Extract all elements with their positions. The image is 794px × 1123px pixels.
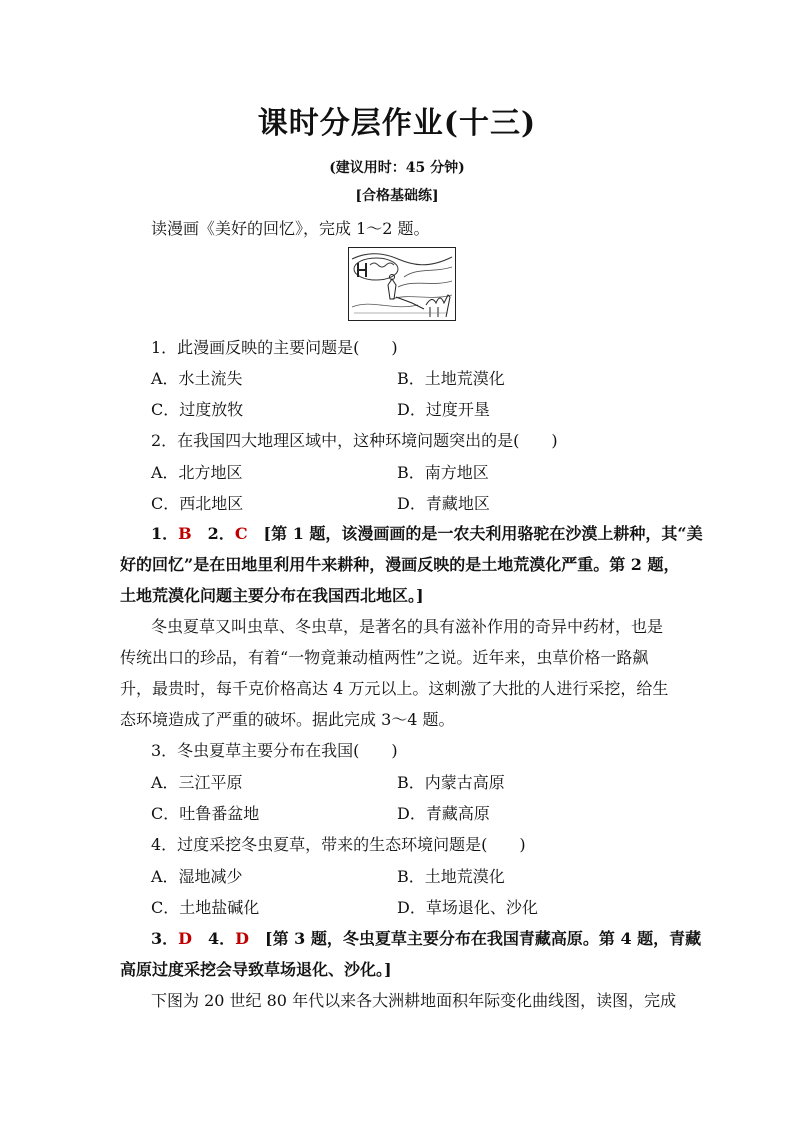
question-3-option-b: B．内蒙古高原: [397, 773, 505, 792]
passage-line: 冬虫夏草又叫虫草、冬虫草，是著名的具有滋补作用的奇异中药材，也是: [151, 617, 664, 636]
explanation-line: 高原过度采挖会导致草场退化、沙化。]: [120, 960, 392, 979]
time-suggestion: (建议用时：45 分钟): [329, 160, 465, 176]
section-heading: [合格基础练]: [355, 188, 439, 204]
explanation-line: 土地荒漠化问题主要分布在我国西北地区。]: [120, 586, 424, 605]
question-4-option-a: A．湿地减少: [151, 867, 243, 886]
question-2-option-b: B．南方地区: [397, 463, 489, 482]
passage-line: 升，最贵时，每千克价格高达 4 万元以上。这刺激了大批的人进行采挖，给生: [120, 679, 669, 698]
passage-line: 传统出口的珍品，有着“一物竟兼动植两性”之说。近年来，虫草价格一路飙: [120, 648, 649, 667]
explanation-text: [第 1 题，该漫画画的是一农夫利用骆驼在沙漠上耕种，其“美: [247, 524, 703, 543]
question-3-option-d: D．青藏高原: [397, 804, 490, 823]
question-4-stem: 4．过度采挖冬虫夏草，带来的生态环境问题是( ): [151, 835, 526, 854]
answer-number: 4．: [192, 929, 236, 948]
answer-1-2: [151, 521, 703, 544]
explanation-line: 好的回忆”是在田地里利用牛来耕种，漫画反映的是土地荒漠化严重。第 2 题，: [120, 555, 680, 574]
question-3-option-c: C．吐鲁番盆地: [151, 804, 260, 823]
question-3-option-a: A．三江平原: [151, 773, 243, 792]
cartoon-image: [348, 247, 456, 321]
answer-number: 1．: [151, 524, 179, 543]
question-1-stem: 1．此漫画反映的主要问题是( ): [151, 338, 398, 357]
question-2-option-d: D．青藏地区: [397, 494, 490, 513]
answer-letter: B: [178, 524, 192, 543]
answer-letter: C: [234, 524, 248, 543]
intro-cartoon: 读漫画《美好的回忆》，完成 1～2 题。: [151, 219, 430, 238]
question-1-option-c: C．过度放牧: [151, 400, 244, 419]
answer-letter: D: [178, 929, 193, 948]
question-3-stem: 3．冬虫夏草主要分布在我国( ): [151, 741, 398, 760]
question-2-stem: 2．在我国四大地理区域中，这种环境问题突出的是( ): [151, 431, 558, 450]
question-1-option-d: D．过度开垦: [397, 400, 490, 419]
question-4-option-d: D．草场退化、沙化: [397, 898, 538, 917]
answer-number: 3．: [151, 929, 179, 948]
question-2-option-a: A．北方地区: [151, 463, 243, 482]
answer-3-4: [151, 926, 701, 949]
question-1-option-a: A．水土流失: [151, 369, 243, 388]
question-4-option-b: B．土地荒漠化: [397, 867, 505, 886]
question-1-option-b: B．土地荒漠化: [397, 369, 505, 388]
answer-number: 2．: [191, 524, 235, 543]
answer-letter: D: [235, 929, 250, 948]
passage-line: 态环境造成了严重的破坏。据此完成 3～4 题。: [120, 710, 455, 729]
question-2-option-c: C．西北地区: [151, 494, 244, 513]
intro-chart-question: 下图为 20 世纪 80 年代以来各大洲耕地面积年际变化曲线图，读图，完成: [151, 991, 677, 1010]
page-title: 课时分层作业(十三): [257, 106, 537, 141]
explanation-text: [第 3 题，冬虫夏草主要分布在我国青藏高原。第 4 题，青藏: [249, 929, 702, 948]
question-4-option-c: C．土地盐碱化: [151, 898, 260, 917]
